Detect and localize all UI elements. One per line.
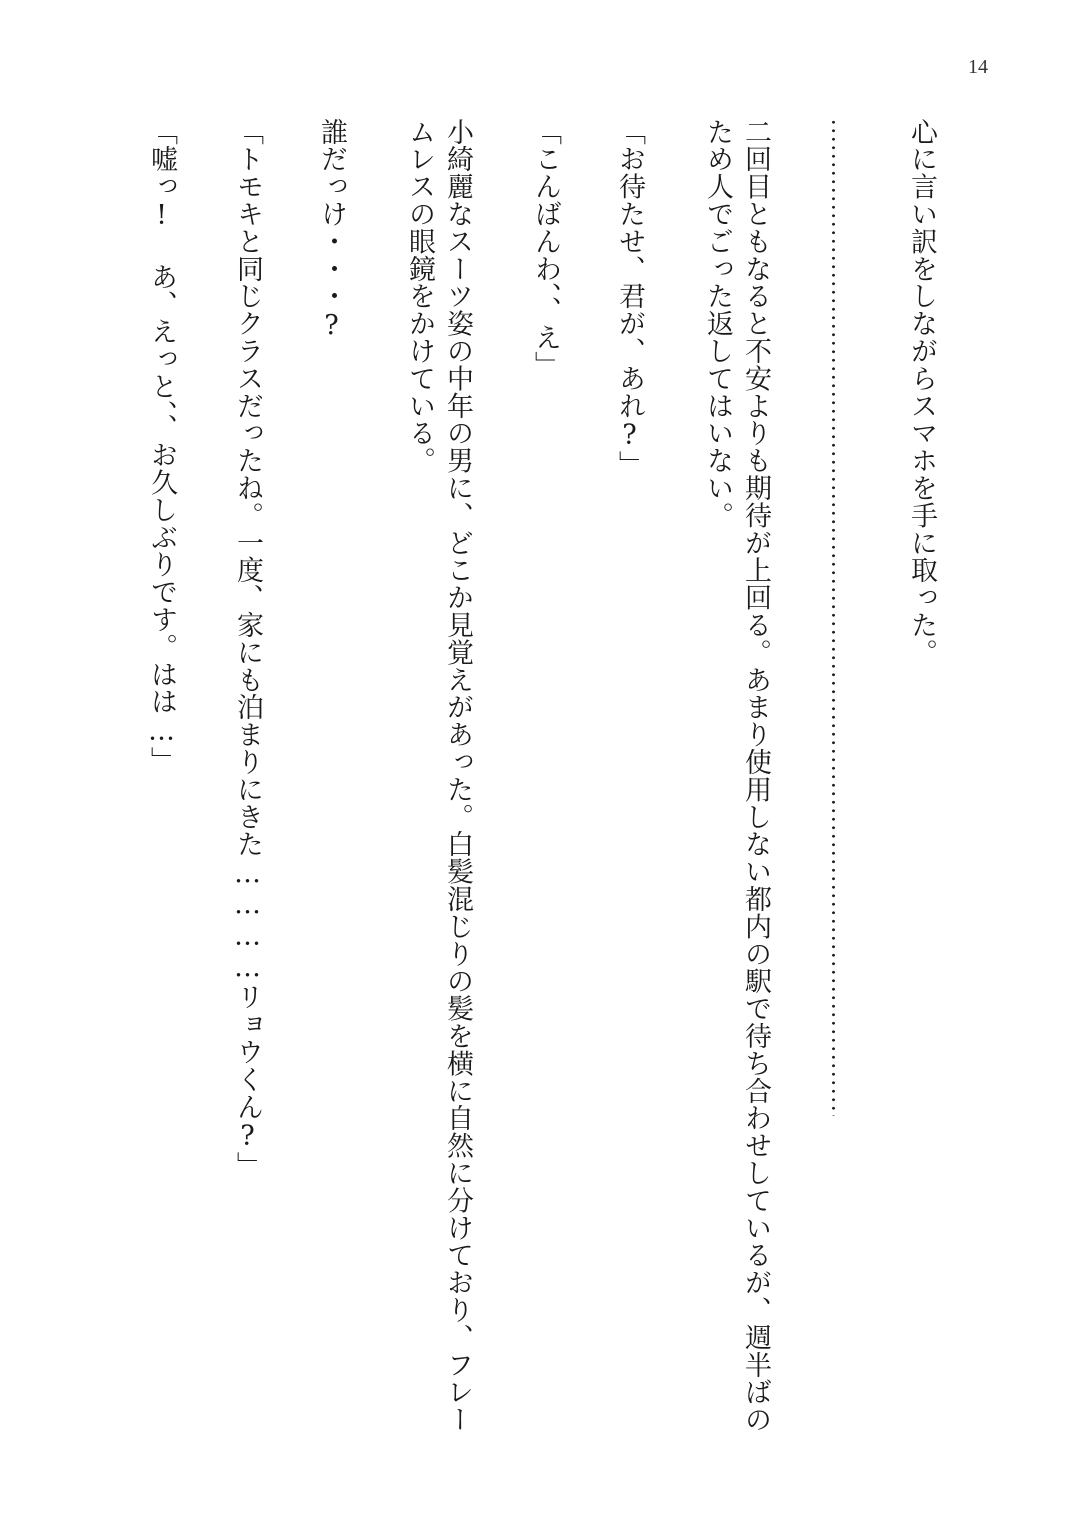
text-column-3: 「お待たせ、君が、あれ?」	[614, 118, 645, 479]
text-column-2: 二回目ともなると不安よりも期待が上回る。あまり使用しない都内の駅で待ち合わせしているが、週半ばのため人でごった返してはいない。	[702, 118, 771, 1434]
text-column-8: 「嘘っ! あ、えっと、、お久しぶりです。はは…」	[146, 118, 177, 775]
text-column-7: 「トモキと同じクラスだったね。一度、家にも泊まりにきた…………リョウくん?」	[232, 118, 263, 1180]
text-column-5: 小綺麗なスーツ姿の中年の男に、どこか見覚えがあった。白髪混じりの髪を横に自然に分けており、フレームレスの眼鏡をかけている。	[404, 118, 473, 1434]
text-column-6: 誰だっけ・・・?	[316, 118, 347, 342]
page-number: 14	[968, 56, 988, 78]
text-column-4: 「こんばんわ、、え」	[530, 118, 561, 379]
text-column-1: 心に言い訳をしながらスマホを手に取った。	[906, 118, 937, 666]
scene-break-dots	[832, 118, 835, 1116]
